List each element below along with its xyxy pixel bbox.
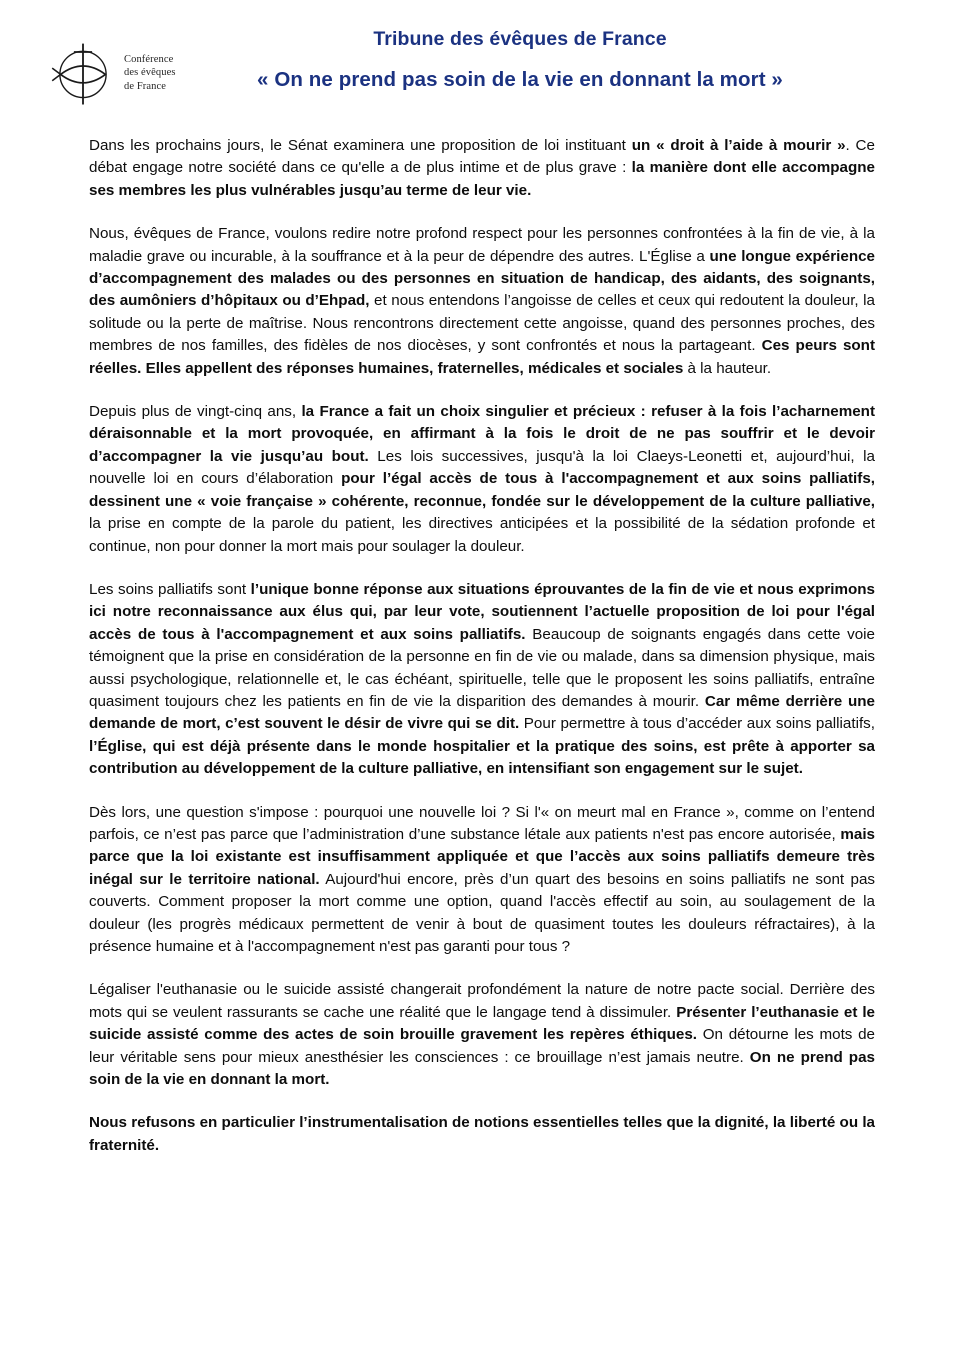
emphasis-text-run: Nous refusons en particulier l’instrumentalisation de notions essentielles telles que la dignité, la liberté ou la fraternité. [89,1114,875,1154]
emphasis-text-run: Ces peurs sont réelles. Elles appellent des réponses humaines, fraternelles, médicales et sociales [89,337,876,377]
text-run: à la hauteur. [683,359,772,377]
logo-text-line-3: de France [124,80,167,92]
emphasis-text-run: une longue expérience d’accompagnement des malades ou des personnes en situation de handicap, des aidants, des soignants, des aumôniers d’hôpitaux ou d’Ehpad, [89,247,875,310]
body-paragraph [89,579,875,781]
logo-text-line-2: des évêques [124,67,176,79]
text-run: Dès lors, une question s'impose : pourquoi une nouvelle loi ? Si l'« on meurt mal en France », comme on l’entend parfois, ce n’est pas parce que l’administration d’une substance létale aux patients n'est pas encore autorisée, [89,803,875,843]
body-paragraph [89,135,875,202]
organization-logo [48,32,208,114]
page-subtitle: « On ne prend pas soin de la vie en donnant la mort » [257,68,783,92]
text-run: Beaucoup de soignants engagés dans cette voie témoignent que la prise en considération de la personne en fin de vie ou malade, dans sa dimension physique, mais aussi psychologique, relationnelle et, le cas échéant, spirituelle, telle que le proposent les soins palliatifs, entraîne quasiment toujours chez les patients en fin de vie la disparition des demandes à mourir. [89,625,875,710]
emphasis-text-run: l’Église, qui est déjà présente dans le monde hospitalier et la pratique des soins, est prête à apporter sa contribution au développement de la culture palliative, en intensifiant son engagement sur le sujet. [89,737,875,778]
body-paragraph [89,979,875,1091]
emphasis-text-run: un « droit à l’aide à mourir » [631,137,846,154]
text-run: Dans les prochains jours, le Sénat examinera une proposition de loi instituant [89,137,632,154]
text-run: Légaliser l'euthanasie ou le suicide assisté changerait profondément la nature de notre pacte social. Derrière des mots qui se veulent rassurants se cache une réalité que le langage tend à dissimuler. [89,981,875,1021]
text-run: Depuis plus de vingt-cinq ans, [89,403,302,421]
document-header [0,0,960,135]
page-title: Tribune des évêques de France [373,28,667,50]
conference-des-eveques-de-france-emblem-icon [48,38,118,108]
text-run: et nous entendons l’angoisse de celles et ceux qui redoutent la douleur, la solitude ou la perte de maîtrise. Nous rencontrons directement cette angoisse, quand des personnes proches, des membres de nos familles, des fidèles de nos diocèses, y sont confrontés et nous la partageant. [89,292,875,355]
emphasis-text-run: la manière dont elle accompagne ses membres les plus vulnérables jusqu’au terme de leur vie. [89,159,875,199]
emphasis-text-run: la France a fait un choix singulier et précieux : refuser à la fois l’acharnement déraisonnable et la mort provoquée, en affirmant à la fois le droit de ne pas souffrir et le devoir d’accompagner la vie jusqu’au bout. [89,403,875,465]
body-paragraph [89,802,875,959]
text-run: On détourne les mots de leur véritable sens pour mieux anesthésier les consciences : ce brouillage n’est jamais neutre. [89,1026,875,1066]
emphasis-text-run: Présenter l’euthanasie et le suicide assisté comme des actes de soin brouille gravement les repères éthiques. [89,1003,875,1044]
text-run: Aujourd'hui encore, près d’un quart des besoins en soins palliatifs ne sont pas couverts. Comment proposer la mort comme une option, quand l'accès effectif au soin, au soulagement de la douleur (les progrès médicaux permettent de venir à bout de quasiment toutes les douleurs réfractaires), à la présence humaine et à l'accompagnement n'est pas garanti pour tous ? [89,870,876,955]
emphasis-text-run: pour l’égal accès de tous à l'accompagnement et aux soins palliatifs, dessinent une « voie française » cohérente, reconnue, fondée sur le développement de la culture palliative, [89,470,875,510]
text-run: la prise en compte de la parole du patient, les directives anticipées et la possibilité de la sédation profonde et continue, non pour donner la mort mais pour soulager la douleur. [89,515,875,555]
document-body [0,135,960,1157]
text-run: Les soins palliatifs sont [89,580,251,598]
body-paragraph [89,401,875,558]
emphasis-text-run: On ne prend pas soin de la vie en donnant la mort. [89,1048,875,1089]
body-paragraph [89,223,875,380]
text-run: Pour permettre à tous d’accéder aux soins palliatifs, [519,715,875,733]
text-run: Nous, évêques de France, voulons redire notre profond respect pour les personnes confrontées à la fin de vie, à la maladie grave ou incurable, à la souffrance et à la peur de dépendre des autres. L'Église a [89,225,875,265]
emphasis-text-run: l’unique bonne réponse aux situations éprouvantes de la fin de vie et nous exprimons ici notre reconnaissance aux élus qui, par leur vote, soutiennent l’actuelle proposition de loi pour l'égal accès de tous à l'accompagnement et aux soins palliatifs. [89,580,875,643]
logo-text-line-1: Conférence [124,53,174,65]
body-paragraph [89,1112,875,1157]
emphasis-text-run: Car même derrière une demande de mort, c’est souvent le désir de vivre qui se dit. [89,692,875,733]
text-run: . Ce débat engage notre société dans ce qu'elle a de plus intime et de plus grave : [89,137,875,177]
text-run: Les lois successives, jusqu'à la loi Claeys-Leonetti et, aujourd’hui, la nouvelle loi en cours d’élaboration [89,447,875,488]
emphasis-text-run: mais parce que la loi existante est insuffisamment appliquée et que l’accès aux soins palliatifs demeure très inégal sur le territoire national. [89,825,875,888]
organization-logo-text [124,53,176,93]
